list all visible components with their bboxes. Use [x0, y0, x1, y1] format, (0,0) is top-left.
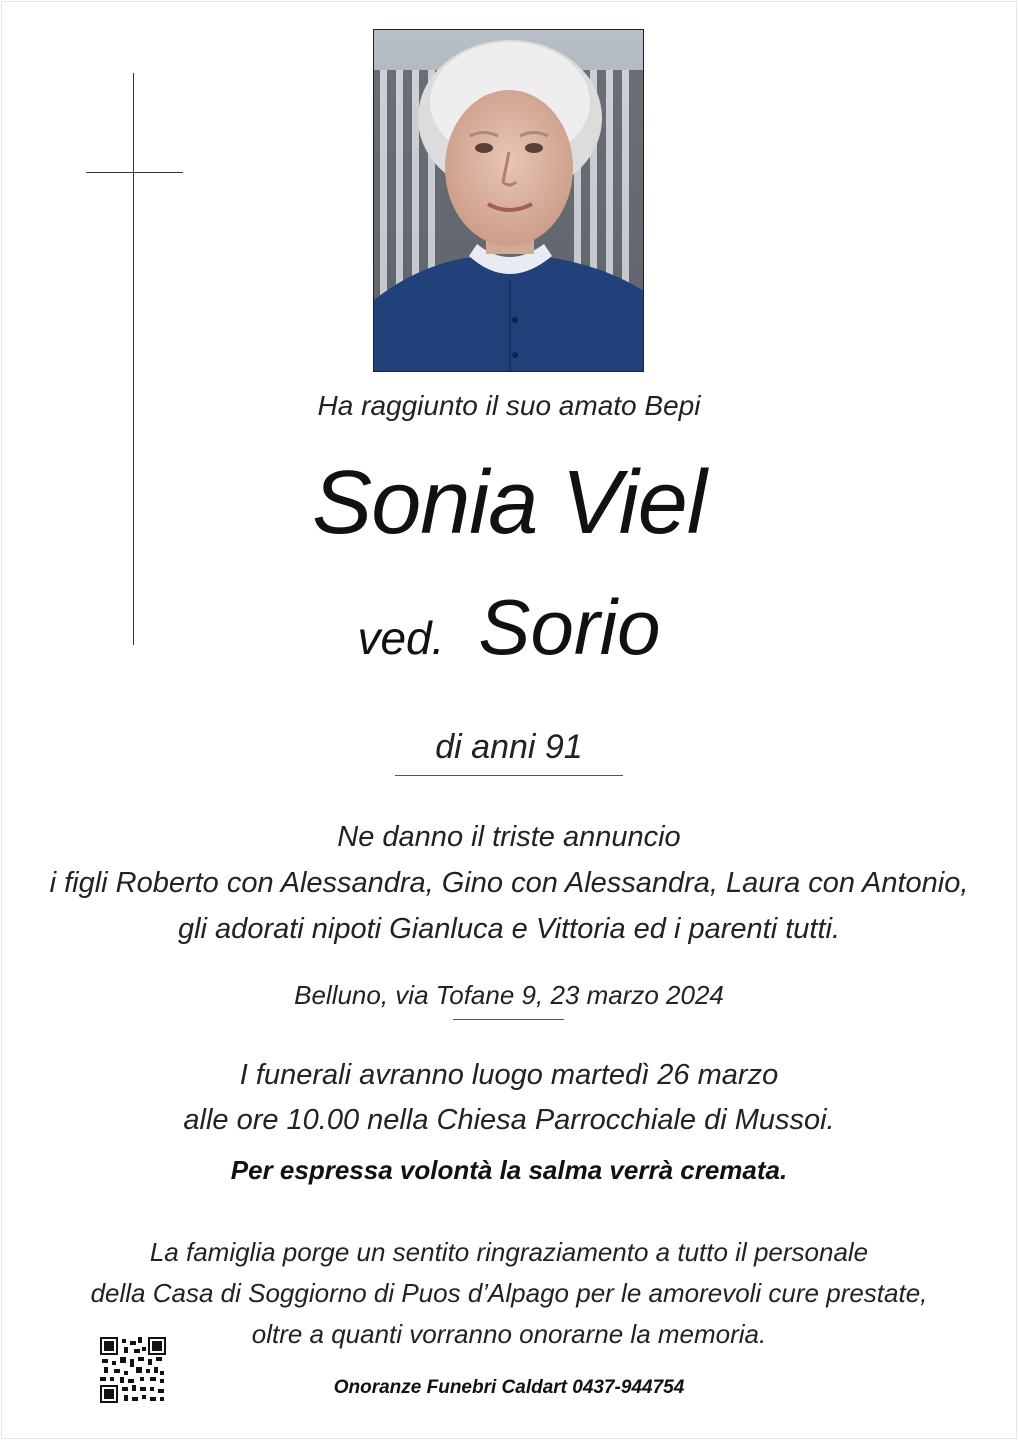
- place-date: Belluno, via Tofane 9, 23 marzo 2024: [294, 980, 724, 1010]
- thanks-line: La famiglia porge un sentito ringraziamento a tutto il personale: [149, 1237, 869, 1267]
- widow-prefix: ved.: [357, 612, 445, 664]
- announcement-line: i figli Roberto con Alessandra, Gino con Alessandra, Laura con Antonio,: [49, 867, 969, 899]
- portrait-photo: [373, 29, 644, 372]
- announcement-line: Ne danno il triste annuncio: [337, 821, 681, 853]
- age-text: di anni 91: [435, 728, 583, 766]
- cross-horizontal-bar: [86, 172, 183, 173]
- cross-vertical-bar: [133, 73, 134, 645]
- deceased-name: Sonia Viel: [312, 453, 706, 553]
- thanks-line: della Casa di Soggiorno di Puos d’Alpago per le amorevoli cure prestate,: [90, 1278, 928, 1308]
- announcement-line: gli adorati nipoti Gianluca e Vittoria ed i parenti tutti.: [177, 913, 840, 945]
- married-name-line: [0, 583, 1018, 671]
- married-surname: Sorio: [478, 583, 661, 671]
- funeral-line: I funerali avranno luogo martedì 26 marzo: [239, 1059, 779, 1091]
- portrait-illustration: [374, 30, 644, 372]
- cremation-note: Per espressa volontà la salma verrà cremata.: [230, 1155, 788, 1185]
- intro-text: Ha raggiunto il suo amato Bepi: [317, 390, 701, 421]
- funeral-home-contact: Onoranze Funebri Caldart 0437-944754: [333, 1377, 685, 1398]
- funeral-block: [0, 1053, 1018, 1143]
- announcement-block: [0, 814, 1018, 952]
- age-underline: [395, 775, 623, 776]
- place-underline: [453, 1019, 564, 1020]
- funeral-line: alle ore 10.00 nella Chiesa Parrocchiale di Mussoi.: [183, 1104, 835, 1136]
- thanks-line: oltre a quanti vorranno onorarne la memoria.: [251, 1319, 767, 1349]
